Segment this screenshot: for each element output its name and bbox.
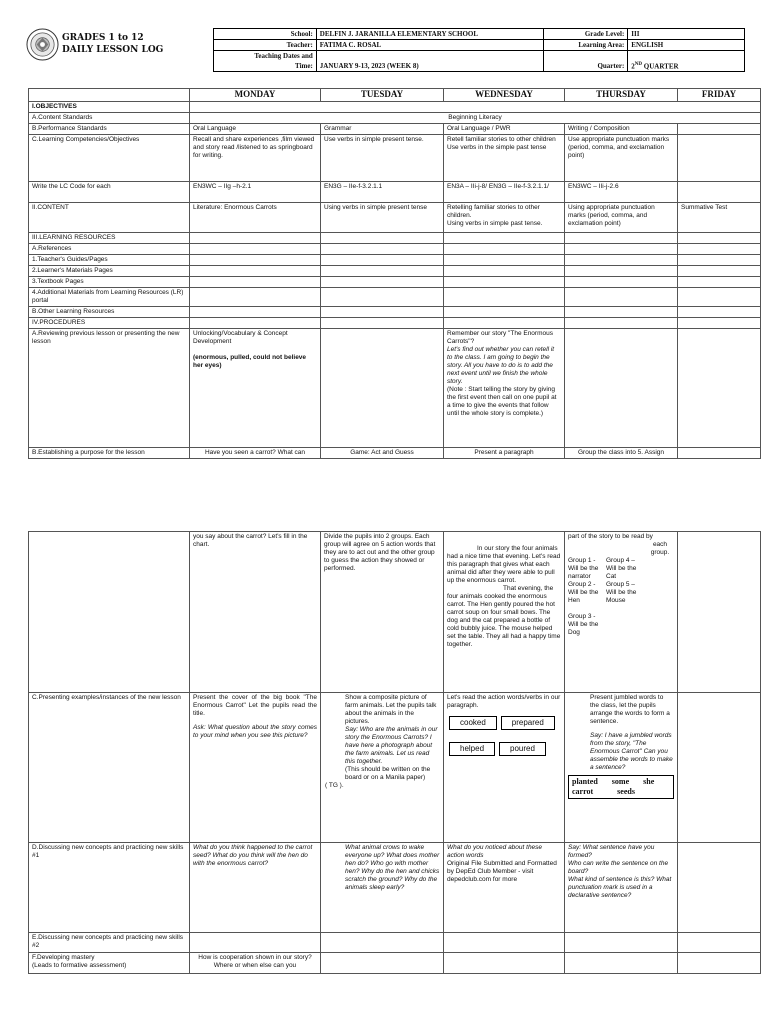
perf-std-label: B.Performance Standards	[29, 124, 190, 135]
logo-title	[62, 32, 163, 56]
cont-tue: Divide the pupils into 2 groups. Each group will agree on 5 action words that they are to act out and the other group to guess the action they showed or performed.	[321, 532, 444, 693]
content-tue: Using verbs in simple present tense	[321, 203, 444, 233]
discuss1-wed-1: What do you noticed about these action words	[447, 844, 543, 859]
quarter-sup: ND	[634, 61, 643, 67]
content-std-value: Beginning Literacy	[190, 113, 761, 124]
area-label: Learning Area:	[544, 40, 628, 51]
purpose-wed: Present a paragraph	[444, 448, 565, 459]
jumbled-word: some	[611, 777, 630, 786]
present-tue-2: Say: Who are the animals in our story the Enormous Carrots? I have here a photograph about the farm animals. Let us read this together.	[345, 726, 438, 765]
discuss1-wed-2: Original File Submitted and Formatted by DepEd Club Member - visit depedclub.com for more	[447, 860, 557, 883]
group-2: Group 2 - Will be the Hen	[568, 581, 599, 604]
discuss1-thu	[565, 843, 678, 933]
procedures-label: IV.PROCEDURES	[29, 318, 190, 329]
present-tue	[321, 693, 444, 843]
discuss1-wed	[444, 843, 565, 933]
present-thu	[565, 693, 678, 843]
purpose-tue: Game: Act and Guess	[321, 448, 444, 459]
cont-thu-top: part of the story to be read by	[568, 533, 653, 540]
group-1: Group 1 - Will be the narrator	[568, 557, 599, 580]
quarter-num: 2	[631, 62, 635, 70]
verb-card: helped	[449, 742, 495, 756]
discuss1-tue: What animal crows to wake everyone up? What does mother hen do? Who go with mother hen? Why do the hen and chicks scratch the ground? Why do the animals sleep early?	[321, 843, 444, 933]
lesson-table-page1	[28, 88, 761, 459]
quarter-word: QUARTER	[642, 62, 679, 70]
content-fri: Summative Test	[678, 203, 761, 233]
day-header-row	[29, 89, 761, 102]
grade-value: III	[628, 29, 745, 40]
jumbled-words	[568, 775, 674, 799]
review-mon-1: Unlocking/Vocabulary & Concept Development	[193, 330, 288, 345]
mastery-label-1: F.Developing mastery	[32, 954, 95, 961]
logo-line-dll: DAILY LESSON LOG	[62, 45, 164, 55]
review-wed	[444, 329, 565, 448]
present-wed-text: Let's read the action words/verbs in our paragraph.	[447, 694, 561, 709]
tuesday-header: TUESDAY	[321, 89, 444, 102]
lc-wed-1: Retell familiar stories to other children	[447, 136, 556, 143]
lc-thu: Use appropriate punctuation marks (period, comma, and exclamation point)	[565, 135, 678, 182]
review-mon	[190, 329, 321, 448]
review-wed-3: (Note : Start telling the story by giving the first event then call on one pupil at a time to give the events that follow until the whole story is complete.)	[447, 386, 557, 417]
discuss1-label: D.Discussing new concepts and practicing new skills #1	[29, 843, 190, 933]
deped-seal-icon	[26, 28, 59, 61]
group-5: Group 5 – Will be the Mouse	[606, 581, 637, 604]
guides-label: 1.Teacher's Guides/Pages	[29, 255, 190, 266]
objectives-label: I.OBJECTIVES	[29, 102, 190, 113]
content-wed-2: Using verbs in simple past tense.	[447, 220, 543, 227]
discuss1-thu-1: Say: What sentence have you formed?	[568, 844, 655, 859]
teacher-value: FATIMA C. ROSAL	[316, 40, 544, 51]
discuss1-thu-3: What kind of sentence is this? What punctuation mark is used in a declarative sentence?	[568, 876, 672, 899]
present-thu-1: Present jumbled words to the class, let the pupils arrange the words to form a sentence.	[590, 694, 670, 725]
code-thu: EN3WC – IIi-j-2.6	[565, 182, 678, 203]
present-tue-4: ( TG ).	[325, 782, 344, 789]
grade-label: Grade Level:	[544, 29, 628, 40]
review-wed-2: Let's find out whether you can retell it to the class. I am going to begin the story. All you have to do is to add the next event until we finish the whole story.	[447, 346, 555, 385]
cont-mon: you say about the carrot? Let's fill in the chart.	[190, 532, 321, 693]
wednesday-header: WEDNESDAY	[444, 89, 565, 102]
area-value: ENGLISH	[628, 40, 745, 51]
code-wed: EN3A – IIi-j-8/ EN3G – IIe-f-3.2.1.1/	[444, 182, 565, 203]
review-label: A.Reviewing previous lesson or presenting the new lesson	[29, 329, 190, 448]
references-label: A.References	[29, 244, 190, 255]
school-info-table	[213, 28, 745, 72]
present-wed	[444, 693, 565, 843]
quarter-label: Quarter:	[544, 51, 628, 72]
lc-tue: Use verbs in simple present tense.	[321, 135, 444, 182]
code-fri	[678, 182, 761, 203]
school-label: School:	[214, 29, 317, 40]
purpose-thu: Group the class into 5. Assign	[565, 448, 678, 459]
content-label: II.CONTENT	[29, 203, 190, 233]
code-mon: EN3WC – IIg –h-2.1	[190, 182, 321, 203]
present-mon-1: Present the cover of the big book "The Enormous Carrot" Let the pupils read the title.	[193, 694, 317, 717]
jumbled-word: carrot	[572, 787, 594, 796]
quarter-value	[628, 51, 745, 72]
review-mon-2: (enormous, pulled, could not believe her eyes)	[193, 354, 307, 369]
lc-wed	[444, 135, 565, 182]
cont-wed	[444, 532, 565, 693]
discuss2-label: E.Discussing new concepts and practicing new skills #2	[29, 933, 190, 953]
cont-thu	[565, 532, 678, 693]
group-4: Group 4 – Will be the Cat	[606, 557, 637, 580]
perf-fri	[678, 124, 761, 135]
purpose-mon: Have you seen a carrot? What can	[190, 448, 321, 459]
mastery-label	[29, 953, 190, 974]
teacher-label: Teacher:	[214, 40, 317, 51]
other-label: B.Other Learning Resources	[29, 307, 190, 318]
content-wed-1: Retelling familiar stories to other children.	[447, 204, 540, 219]
dates-label-line1: Teaching Dates and	[254, 52, 313, 60]
lm-label: 2.Learner's Materials Pages	[29, 266, 190, 277]
mastery-mon: How is cooperation shown in our story? Where or when else can you	[190, 953, 321, 974]
perf-wed: Oral Language / PWR	[444, 124, 565, 135]
logo-line-grades: GRADES 1 to 12	[62, 33, 144, 43]
jumbled-word: she	[643, 777, 655, 786]
group-3: Group 3 - Will be the Dog	[568, 613, 599, 636]
jumbled-word: seeds	[617, 787, 635, 796]
discuss1-thu-2: Who can write the sentence on the board?	[568, 860, 669, 875]
present-mon	[190, 693, 321, 843]
textbook-label: 3.Textbook Pages	[29, 277, 190, 288]
code-tue: EN3G – IIe-f-3.2.1.1	[321, 182, 444, 203]
lc-label: C.Learning Competencies/Objectives	[29, 135, 190, 182]
dates-value: JANUARY 9-13, 2023 (WEEK 8)	[316, 51, 544, 72]
perf-tue: Grammar	[321, 124, 444, 135]
content-thu: Using appropriate punctuation marks (period, comma, and exclamation point)	[565, 203, 678, 233]
jumbled-word: planted	[572, 777, 598, 786]
dates-label-line2: Time:	[295, 62, 313, 70]
present-label: C.Presenting examples/instances of the new lesson	[29, 693, 190, 843]
additional-label: 4.Additional Materials from Learning Resources (LR) portal	[29, 288, 190, 307]
perf-thu: Writing / Composition	[565, 124, 678, 135]
cont-thu-each: each group.	[650, 541, 670, 556]
blank-header	[29, 89, 190, 102]
lc-code-label: Write the LC Code for each	[29, 182, 190, 203]
monday-header: MONDAY	[190, 89, 321, 102]
present-tue-1: Show a composite picture of farm animals. Let the pupils talk about the animals in the pictures.	[345, 694, 437, 725]
present-mon-2: Ask: What question about the story comes to your mind when you see this picture?	[193, 724, 317, 739]
verb-card: prepared	[501, 716, 555, 730]
perf-mon: Oral Language	[190, 124, 321, 135]
mastery-label-2: (Leads to formative assessment)	[32, 962, 127, 969]
thursday-header: THURSDAY	[565, 89, 678, 102]
lc-wed-2: Use verbs in the simple past tense	[447, 144, 547, 151]
lesson-table-page2	[28, 531, 761, 974]
cont-wed-1: In our story the four animals had a nice time that evening. Let's read this paragraph that gives what each animal did after they were able to pull up the enormous carrot.	[447, 545, 561, 584]
purpose-label: B.Establishing a purpose for the lesson	[29, 448, 190, 459]
lc-mon: Recall and share experiences ,film viewed and story read /listened to as springboard for writing.	[190, 135, 321, 182]
verb-card: poured	[499, 742, 546, 756]
content-mon: Literature: Enormous Carrots	[190, 203, 321, 233]
dates-label	[214, 51, 317, 72]
discuss1-mon: What do you think happened to the carrot seed? What do you think will the hen do with the enormous carrot?	[190, 843, 321, 933]
present-thu-2: Say: I have a jumbled words from the story, "The Enormous Carrot" Can you assemble the words to make a sentence?	[590, 732, 673, 771]
resources-label: III.LEARNING RESOURCES	[29, 233, 190, 244]
friday-header: FRIDAY	[678, 89, 761, 102]
verb-card: cooked	[449, 716, 497, 730]
present-tue-3: (This should be written on the board or on a Manila paper)	[345, 766, 431, 781]
review-wed-1: Remember our story "The Enormous Carrots"?	[447, 330, 553, 345]
school-value: DELFIN J. JARANILLA ELEMENTARY SCHOOL	[316, 29, 544, 40]
content-wed	[444, 203, 565, 233]
content-std-label: A.Content Standards	[29, 113, 190, 124]
cont-wed-2: That evening, the four animals cooked the enormous carrot. The Hen gently poured the hot carrot soup on four small bows. The dog and the cat prepared a bottle of cold bubbly juice. The mouse helped set the table. They all had a happy time together.	[447, 585, 561, 648]
